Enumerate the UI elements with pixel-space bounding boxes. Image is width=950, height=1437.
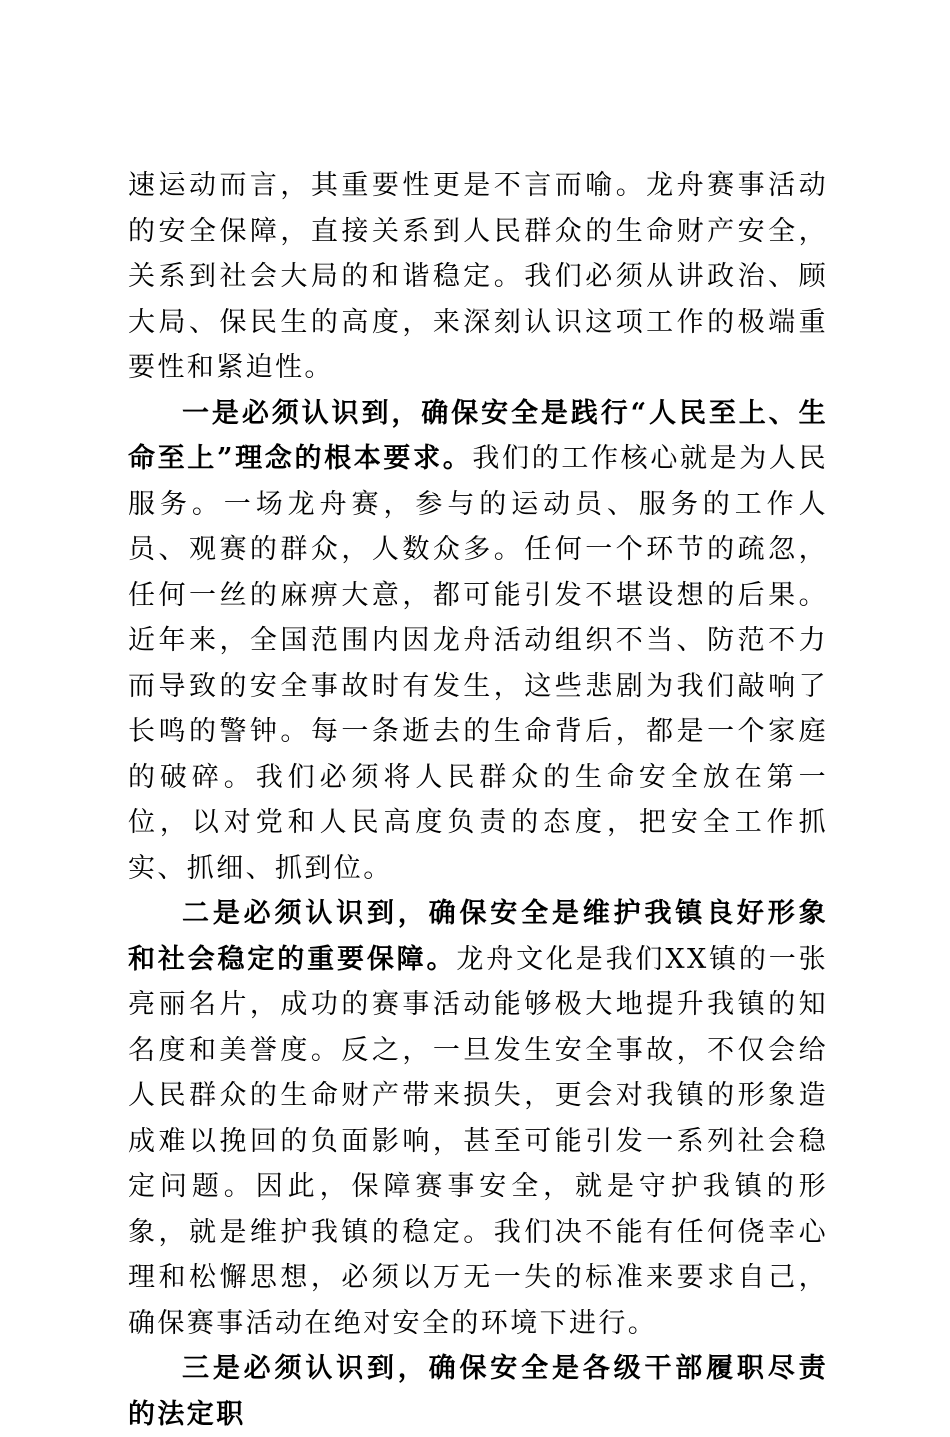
- paragraph-text: 我们的工作核心就是为人民服务。一场龙舟赛，参与的运动员、服务的工作人员、观赛的群众，人数众多。任何一个环节的疏忽，任何一丝的麻痹大意，都可能引发不堪设想的后果。近年来，全国范围内因龙舟活动组织不当、防范不力而导致的安全事故时有发生，这些悲剧为我们敲响了长鸣的警钟。每一条逝去的生命背后，都是一个家庭的破碎。我们必须将人民群众的生命安全放在第一位，以对党和人民高度负责的态度，把安全工作抓实、抓细、抓到位。: [128, 443, 828, 884]
- paragraph-text: 龙舟文化是我们XX镇的一张亮丽名片，成功的赛事活动能够极大地提升我镇的知名度和美誉度。反之，一旦发生安全事故，不仅会给人民群众的生命财产带来损失，更会对我镇的形象造成难以挽回的负面影响，甚至可能引发一系列社会稳定问题。因此，保障赛事安全，就是守护我镇的形象，就是维护我镇的稳定。我们决不能有任何侥幸心理和松懈思想，必须以万无一失的标准来要求自己，确保赛事活动在绝对安全的环境下进行。: [128, 943, 828, 1339]
- paragraph-point-one: [128, 391, 828, 892]
- paragraph-point-three: [128, 1346, 828, 1437]
- paragraph-continuation: [128, 163, 828, 391]
- paragraph-lead: 三是必须认识到，确保安全是各级干部履职尽责的法定职: [128, 1353, 828, 1430]
- paragraph-point-two: [128, 891, 828, 1346]
- paragraph-lead: 二是必须认识到，确保安全是维护我镇良好形象和社会稳定的重要保障。: [128, 898, 828, 975]
- paragraph-text: 速运动而言，其重要性更是不言而喻。龙舟赛事活动的安全保障，直接关系到人民群众的生命财产安全，关系到社会大局的和谐稳定。我们必须从讲政治、顾大局、保民生的高度，来深刻认识这项工作的极端重要性和紧迫性。: [128, 170, 828, 383]
- paragraph-lead: 一是必须认识到，确保安全是践行“人民至上、生命至上”理念的根本要求。: [128, 397, 828, 474]
- document-page: [128, 163, 828, 1437]
